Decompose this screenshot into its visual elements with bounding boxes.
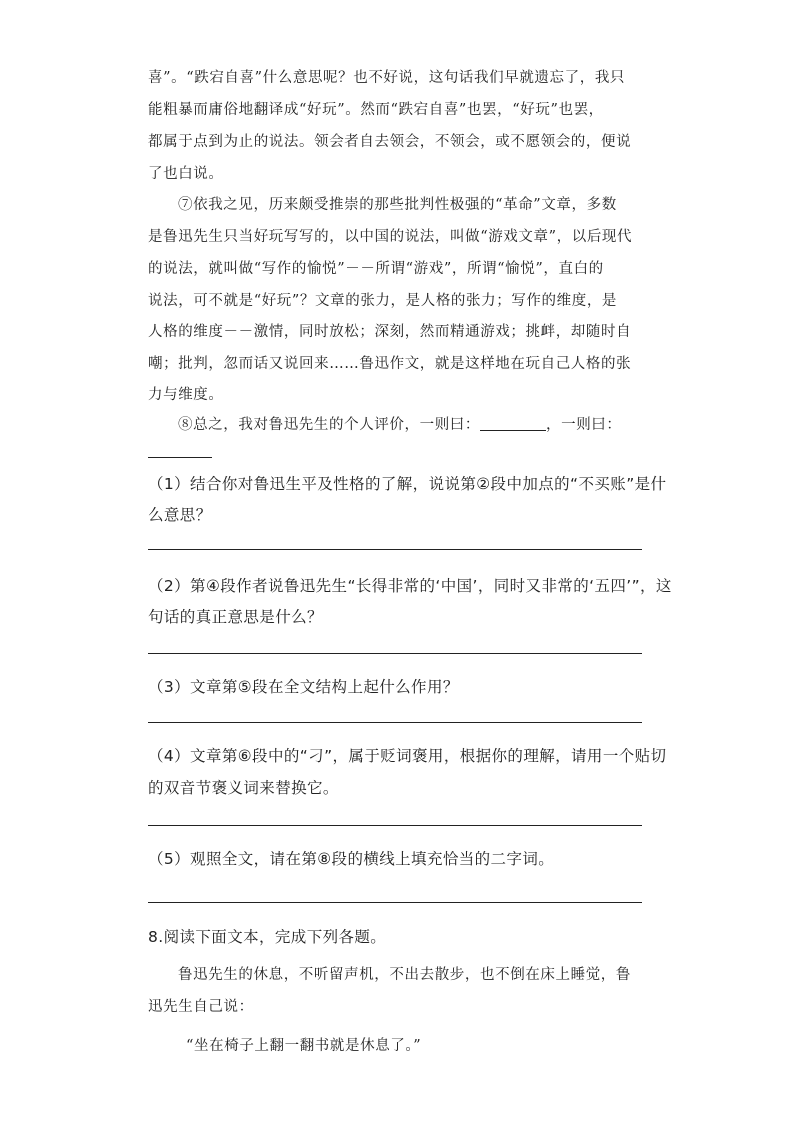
- text-line: ⑧总之，我对鲁迅先生的个人评价，一则曰：: [178, 417, 480, 433]
- text-line: 喜”。“跌宕自喜”什么意思呢？也不好说，这句话我们早就遗忘了，我只: [148, 70, 626, 86]
- question-text: 么意思？: [148, 506, 212, 524]
- question-text: （4）文章第⑥段中的“刁”，属于贬词褒用，根据你的理解，请用一个贴切: [148, 747, 667, 765]
- question-text: 的双音节褒义词来替换它。: [148, 779, 339, 797]
- text-line: 的说法，就叫做“写作的愉悦”－－所谓“游戏”，所谓“愉悦”，直白的: [148, 261, 604, 277]
- fill-blank-1[interactable]: [480, 416, 546, 431]
- text-line: 迅先生自己说：: [148, 999, 254, 1015]
- question-text: （2）第④段作者说鲁迅先生“长得非常的‘中国’，同时又非常的‘五四’”，这: [148, 577, 672, 595]
- question-text: 句话的真正意思是什么？: [148, 608, 323, 626]
- text-line: 人格的维度－－激情，同时放松；深刻，然而精通游戏；挑衅，却随时自: [148, 324, 632, 340]
- text-line: ⑦依我之见，历来颇受推崇的那些批判性极强的“革命”文章，多数: [178, 197, 617, 213]
- paragraph-8: [178, 413, 622, 434]
- answer-line-5[interactable]: [148, 902, 642, 903]
- question-text: （5）观照全文，请在第⑧段的横线上填充恰当的二字词。: [148, 850, 555, 868]
- question-heading: 8.阅读下面文本，完成下列各题。: [148, 928, 387, 946]
- fill-blank-2[interactable]: [148, 457, 212, 458]
- text-line: 说法，可不就是“好玩”？文章的张力，是人格的张力；写作的维度，是: [148, 293, 618, 309]
- text-line: 嘲；批判，忽而话又说回来……鲁迅作文，就是这样地在玩自己人格的张: [148, 356, 632, 372]
- question-text: （1）结合你对鲁迅生平及性格的了解，说说第②段中加点的“不买账”是什: [148, 475, 667, 493]
- text-line: 是鲁迅先生只当好玩写写的，以中国的说法，叫做“游戏文章”，以后现代: [148, 229, 633, 245]
- answer-line-1[interactable]: [148, 549, 642, 550]
- text-line: 鲁迅先生的休息，不听留声机，不出去散步，也不倒在床上睡觉，鲁: [178, 967, 631, 983]
- question-text: （3）文章第⑤段在全文结构上起什么作用？: [148, 678, 459, 696]
- answer-line-4[interactable]: [148, 825, 642, 826]
- text-line: 能粗暴而庸俗地翻译成“好玩”。然而“跌宕自喜”也罢，“好玩”也罢，: [148, 102, 604, 118]
- text-line: 力与维度。: [148, 387, 224, 403]
- text-line: “坐在椅子上翻一翻书就是休息了。”: [186, 1038, 422, 1054]
- text-line: ，一则曰：: [546, 417, 622, 433]
- answer-line-3[interactable]: [148, 722, 642, 723]
- answer-line-2[interactable]: [148, 653, 642, 654]
- text-line: 都属于点到为止的说法。领会者自去领会，不领会，或不愿领会的，便说: [148, 134, 632, 150]
- text-line: 了也白说。: [148, 166, 224, 182]
